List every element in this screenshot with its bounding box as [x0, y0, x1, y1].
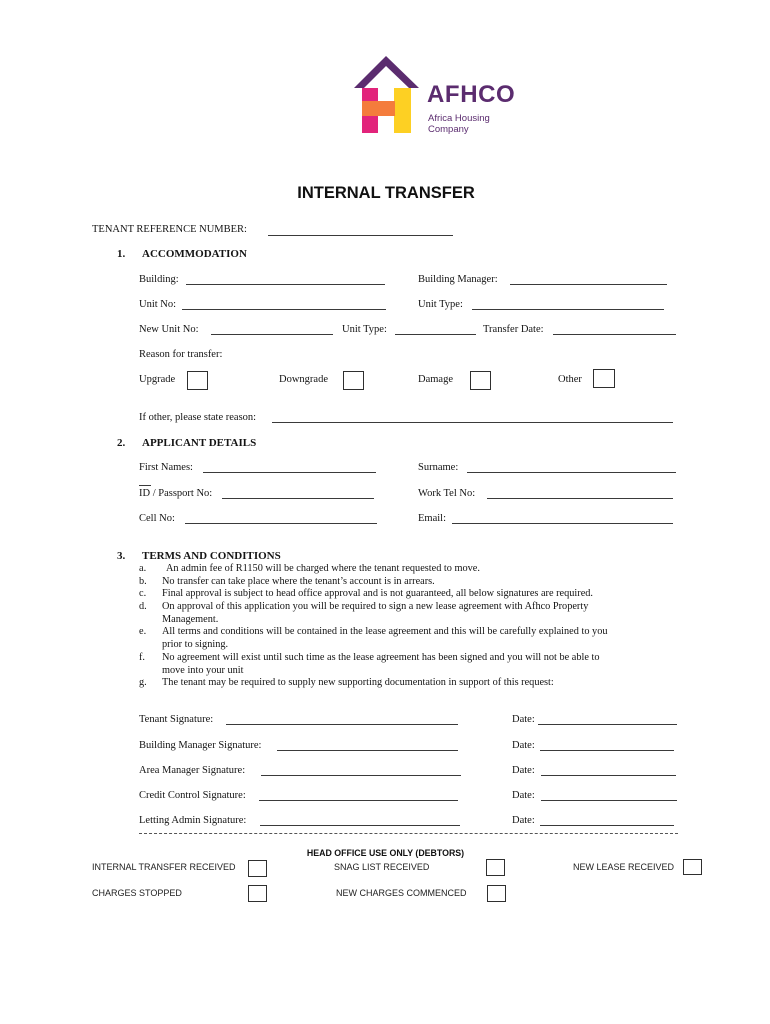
section-3-number: 3.	[117, 550, 126, 562]
reason-damage-label: Damage	[418, 374, 453, 385]
term-text: An admin fee of R1150 will be charged where the tenant requested to move.	[166, 563, 480, 574]
first-names-field[interactable]	[203, 472, 376, 473]
credit-control-date-label: Date:	[512, 790, 535, 801]
term-letter: e.	[139, 626, 147, 637]
section-3-heading: TERMS AND CONDITIONS	[142, 550, 281, 562]
new-unit-no-field[interactable]	[211, 334, 333, 335]
email-field[interactable]	[452, 523, 673, 524]
building-manager-signature-field[interactable]	[277, 750, 458, 751]
first-names-overflow-line	[139, 485, 151, 486]
head-office-heading: HEAD OFFICE USE ONLY (DEBTORS)	[306, 848, 465, 858]
reason-downgrade-label: Downgrade	[279, 374, 328, 385]
cell-no-field[interactable]	[185, 523, 377, 524]
tenant-signature-field[interactable]	[226, 724, 458, 725]
reason-other-label: Other	[558, 374, 582, 385]
section-2-heading: APPLICANT DETAILS	[142, 437, 257, 449]
credit-control-signature-field[interactable]	[259, 800, 458, 801]
reason-damage-checkbox[interactable]	[470, 371, 491, 390]
snag-list-received-label: SNAG LIST RECEIVED	[334, 862, 430, 872]
logo-tagline-2: Company	[428, 124, 469, 135]
cell-no-label: Cell No:	[139, 513, 175, 524]
logo-right-leg	[394, 88, 411, 133]
letting-admin-date-field[interactable]	[540, 825, 674, 826]
transfer-date-field[interactable]	[553, 334, 676, 335]
term-text-continued: Management.	[162, 614, 219, 625]
credit-control-signature-label: Credit Control Signature:	[139, 790, 246, 801]
building-manager-signature-label: Building Manager Signature:	[139, 740, 262, 751]
building-manager-label: Building Manager:	[418, 274, 498, 285]
term-text: No agreement will exist until such time as the lease agreement has been signed and you will not be able to	[162, 652, 600, 663]
tenant-signature-date-field[interactable]	[538, 724, 677, 725]
logo-tagline-1: Africa Housing	[428, 113, 490, 124]
new-lease-received-checkbox[interactable]	[683, 859, 702, 875]
work-tel-field[interactable]	[487, 498, 673, 499]
area-manager-signature-label: Area Manager Signature:	[139, 765, 246, 776]
new-lease-received-label: NEW LEASE RECEIVED	[573, 862, 675, 872]
new-unit-type-field[interactable]	[395, 334, 476, 335]
work-tel-label: Work Tel No:	[418, 488, 476, 499]
charges-stopped-label: CHARGES STOPPED	[92, 888, 182, 898]
term-text: The tenant may be required to supply new supporting documentation in support of this request:	[162, 677, 554, 688]
logo-roof	[354, 56, 419, 88]
term-text-continued: prior to signing.	[162, 639, 229, 650]
term-letter: f.	[139, 652, 146, 663]
letting-admin-date-label: Date:	[512, 815, 535, 826]
other-reason-field[interactable]	[272, 422, 673, 423]
id-passport-label: ID / Passport No:	[139, 488, 213, 499]
logo-crossbar	[362, 101, 395, 116]
unit-type-label: Unit Type:	[418, 299, 463, 310]
area-manager-date-label: Date:	[512, 765, 535, 776]
term-text: On approval of this application you will be required to sign a new lease agreement with Afhco Property	[162, 601, 589, 612]
tenant-signature-date-label: Date:	[512, 714, 535, 725]
other-reason-label: If other, please state reason:	[139, 412, 257, 423]
credit-control-date-field[interactable]	[541, 800, 677, 801]
new-unit-no-label: New Unit No:	[139, 324, 199, 335]
dashed-divider	[139, 833, 678, 834]
reason-upgrade-label: Upgrade	[139, 374, 176, 385]
term-text-continued: move into your unit	[162, 665, 244, 676]
letting-admin-signature-label: Letting Admin Signature:	[139, 815, 247, 826]
reason-for-transfer-label: Reason for transfer:	[139, 349, 223, 360]
section-1-number: 1.	[117, 248, 126, 260]
term-letter: g.	[139, 677, 147, 688]
term-text: All terms and conditions will be contained in the lease agreement and this will be carefully explained to you	[162, 626, 608, 637]
unit-no-label: Unit No:	[139, 299, 177, 310]
reason-upgrade-checkbox[interactable]	[187, 371, 208, 390]
reason-downgrade-checkbox[interactable]	[343, 371, 364, 390]
building-manager-date-field[interactable]	[540, 750, 674, 751]
area-manager-signature-field[interactable]	[261, 775, 461, 776]
page-title: INTERNAL TRANSFER	[297, 184, 475, 202]
term-text: Final approval is subject to head office approval and is not guaranteed, all below signatures are required.	[162, 588, 593, 599]
new-unit-type-label: Unit Type:	[342, 324, 387, 335]
surname-field[interactable]	[467, 472, 676, 473]
area-manager-date-field[interactable]	[541, 775, 676, 776]
term-letter: b.	[139, 576, 147, 587]
new-charges-commenced-checkbox[interactable]	[487, 885, 506, 902]
building-manager-field[interactable]	[510, 284, 667, 285]
logo-brand-text: AFHCO	[427, 81, 516, 108]
building-field[interactable]	[186, 284, 385, 285]
building-label: Building:	[139, 274, 179, 285]
new-charges-commenced-label: NEW CHARGES COMMENCED	[336, 888, 467, 898]
term-letter: c.	[139, 588, 147, 599]
building-manager-date-label: Date:	[512, 740, 535, 751]
term-letter: d.	[139, 601, 147, 612]
letting-admin-signature-field[interactable]	[260, 825, 460, 826]
charges-stopped-checkbox[interactable]	[248, 885, 267, 902]
tenant-reference-field[interactable]	[268, 235, 453, 236]
email-label: Email:	[418, 513, 446, 524]
term-text: No transfer can take place where the tenant’s account is in arrears.	[162, 576, 435, 587]
reason-other-checkbox[interactable]	[593, 369, 615, 388]
section-2-number: 2.	[117, 437, 126, 449]
unit-type-field[interactable]	[472, 309, 664, 310]
internal-transfer-received-checkbox[interactable]	[248, 860, 267, 877]
surname-label: Surname:	[418, 462, 459, 473]
tenant-reference-label: TENANT REFERENCE NUMBER:	[92, 224, 247, 235]
internal-transfer-received-label: INTERNAL TRANSFER RECEIVED	[92, 862, 236, 872]
unit-no-field[interactable]	[182, 309, 386, 310]
transfer-date-label: Transfer Date:	[483, 324, 544, 335]
house-logo-icon	[350, 50, 425, 138]
tenant-signature-label: Tenant Signature:	[139, 714, 214, 725]
first-names-label: First Names:	[139, 462, 193, 473]
id-passport-field[interactable]	[222, 498, 374, 499]
term-letter: a.	[139, 563, 147, 574]
snag-list-received-checkbox[interactable]	[486, 859, 505, 876]
section-1-heading: ACCOMMODATION	[142, 248, 247, 260]
